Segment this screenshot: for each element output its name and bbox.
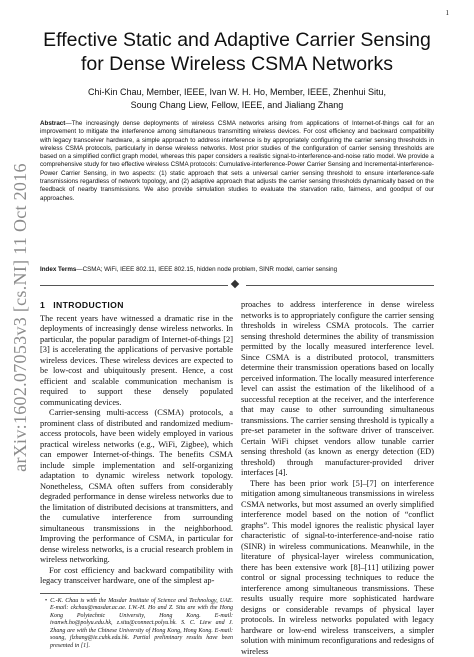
diamond-icon [231, 280, 239, 288]
section-heading [40, 300, 233, 311]
footnote-text: C.-K. Chau is with the Masdar Institute of Science and Technology, UAE. E-mail: ckchau@masdar.ac.ae. I.W.-H. Ho and Z. Situ are with the Hong Kong Polytechnic University, Hong Kong. E-mail: ivanwh.ho@polyu.edu.hk, z.situ@connect.polyu.hk. S. C. Liew and J. Zhang are with the Chinese University of Hong Kong, Hong Kong. E-mail: soung, jlzhang@ie.cuhk.edu.hk. Partial preliminary results have been presented in [1]. [50, 598, 233, 650]
index-terms-label: Index Terms [40, 266, 76, 273]
body-paragraph: There has been prior work [5]–[7] on interference mitigation among simultaneous transmissions in wireless CSMA networks, but most assumed an overly simplified interference model based on the notion of “conflict graphs”. This model ignores the realistic physical layer characteristic of signal-to-interference-and-noise ratio (SINR) in wireless communications. Meanwhile, in the literature of physical-layer wireless communication, there has been extensive work [8]–[11] utilizing power control or signal processing techniques to reduce the interference among simultaneous transmissions. These results usually require more sophisticated hardware designs or considerable revamps of physical layer protocols. In wireless networks populated with legacy hardware or low-end wireless transceivers, a simpler solution with minimum reconfigurations and redesigns of wireless [241, 479, 434, 657]
separator-line-right [246, 285, 434, 286]
author-block [40, 86, 434, 111]
index-terms-text: —CSMA; WiFi, IEEE 802.11, IEEE 802.15, hidden node problem, SINR model, carrier sensing [76, 266, 337, 273]
abstract [40, 120, 434, 203]
footnote-rule [40, 593, 100, 594]
section-number: 1 [40, 300, 45, 310]
body-paragraph: For cost efficiency and backward compatibility with legacy transceiver hardware, one of the simplest ap- [40, 566, 233, 587]
index-terms [40, 266, 434, 274]
body-paragraph: The recent years have witnessed a dramatic rise in the deployments of increasingly dense wireless networks. In particular, the popular paradigm of Internet-of-things [2] [3] is accelerating the applications of pervasive portable wireless devices. These wireless devices are expected to be low-cost and ubiquitously present. Hence, a cost efficient and scalable communication mechanism is required to support these densely populated communicating devices. [40, 314, 233, 409]
section-separator [40, 281, 434, 289]
author-line-2: Soung Chang Liew, Fellow, IEEE, and Jialiang Zhang [40, 99, 434, 112]
left-column [40, 300, 233, 651]
arxiv-stamp [4, 150, 36, 485]
author-line-1: Chi-Kin Chau, Member, IEEE, Ivan W. H. Ho, Member, IEEE, Zhenhui Situ, [40, 86, 434, 99]
author-footnote [40, 598, 233, 651]
right-column [241, 300, 434, 657]
separator-line-left [40, 285, 228, 286]
body-paragraph: Carrier-sensing multi-access (CSMA) protocols, a prominent class of distributed and randomized medium-access protocols, have been widely employed in various practical wireless networks (e.g., WiFi, Zigbee), which can empower Internet-of-things. The benefits CSMA include simple implementation and self-organizing adaptation to dynamic wireless network topology. Nonetheless, CSMA often suffers from considerably degraded performance in dense wireless networks due to the limitation of distributed decisions at transmitters, and the cumulative interference from surrounding simultaneous transmissions in the neighborhood. Improving the performance of CSMA, in particular for dense wireless networks, is a crucial research problem in wireless networking. [40, 408, 233, 566]
paper-title: Effective Static and Adaptive Carrier Sensing for Dense Wireless CSMA Networks [40, 28, 434, 76]
abstract-label: Abstract [40, 120, 65, 127]
body-paragraph: proaches to address interference in dense wireless networks is to appropriately configure the carrier sensing thresholds in wireless CSMA protocols. The carrier sensing threshold determines the ability of transmission permitted by the locally measured interference level. Since CSMA is a distributed protocol, transmitters determine their transmission operations based on locally perceived information. The locally measured interference level can assist the estimation of the likelihood of a successful reception at the receiver, and the interference that may cause to other surrounding simultaneous transmissions. The carrier sensing threshold is typically a pre-set parameter in the software driver of transceiver. Certain WiFi chipset vendors allow tunable carrier sensing threshold (as known as energy detection (ED) threshold) through manufacturer-provided driver interfaces [4]. [241, 300, 434, 479]
bullet-icon: • [45, 598, 47, 604]
arxiv-stamp-text: arXiv:1602.07053v3 [cs.NI] 11 Oct 2016 [10, 163, 31, 472]
abstract-text: —The increasingly dense deployments of wireless CSMA networks arising from applications of Internet-of-things call for an improvement to mitigate the interference among simultaneous transmitting wireless devices. For cost efficiency and backward compatibility with legacy transceiver hardware, a simple approach to address interference is by appropriately configuring the carrier sensing thresholds in wireless CSMA protocols, particularly in dense wireless networks. Most prior studies of the configuration of carrier sensing thresholds are based on a simplified conflict graph model, whereas this paper considers a realistic signal-to-interference-and-noise ratio model. We provide a comprehensive study for two effective wireless CSMA protocols: Cumulative-interference-Power Carrier Sensing and Incremental-interference-Power Carrier Sensing, in two aspects: (1) static approach that sets a universal carrier sensing threshold to ensure interference-safe transmissions regardless of network topology, and (2) adaptive approach that adjusts the carrier sensing thresholds dynamically based on the feedback of nearby transmissions. We also provide simulation studies to evaluate the starvation ratio, fairness, and goodput of our approaches. [40, 120, 434, 202]
page-number: 1 [446, 9, 450, 17]
section-title: INTRODUCTION [53, 300, 124, 310]
